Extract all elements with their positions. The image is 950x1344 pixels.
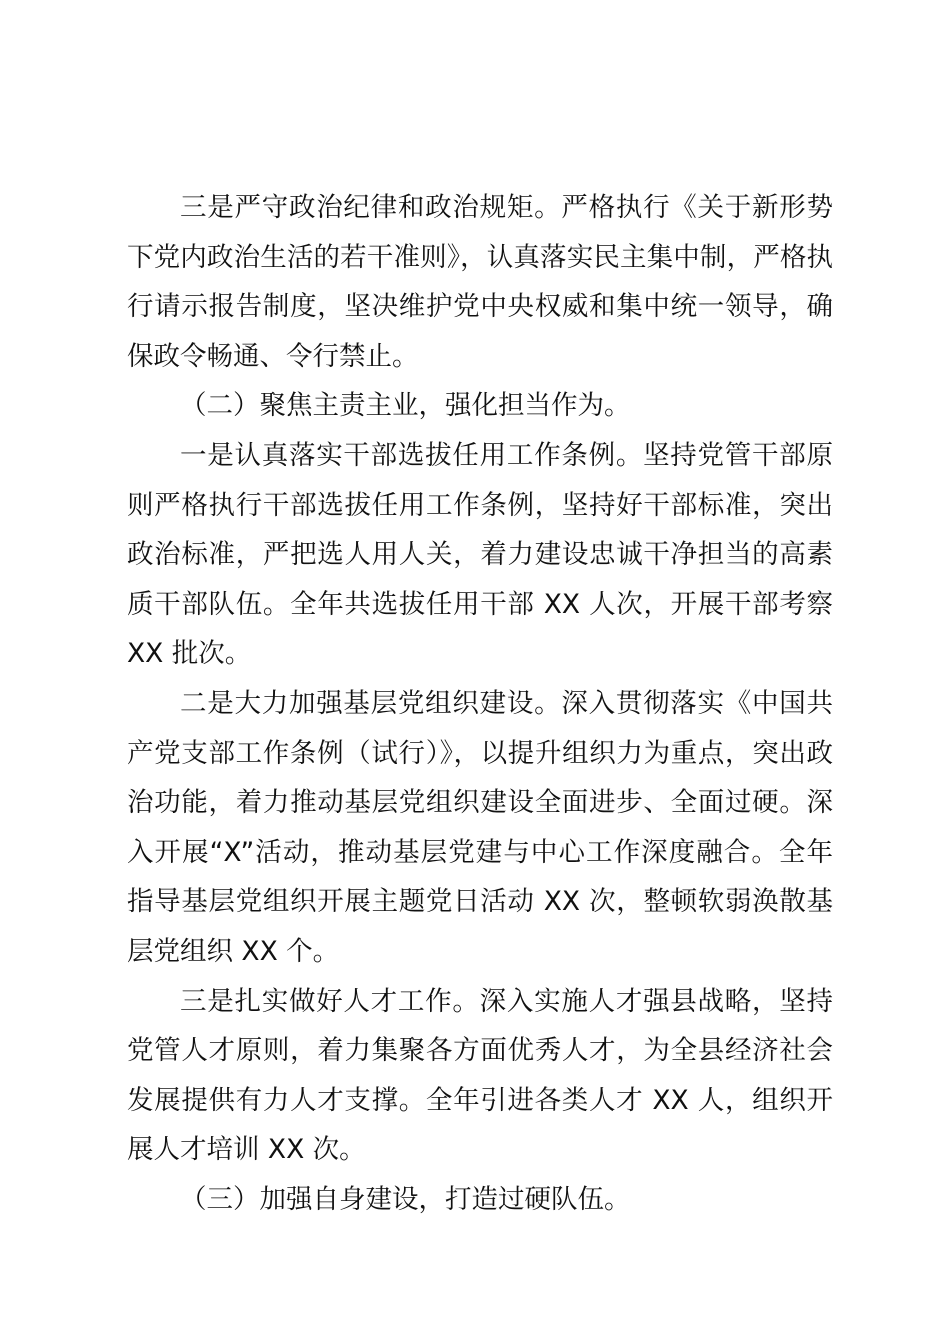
document-body	[127, 183, 833, 1224]
paragraph-grassroots-party: 二是大力加强基层党组织建设。深入贯彻落实《中国共产党支部工作条例（试行）》，以提升组织力为重点，突出政治功能，着力推动基层党组织建设全面进步、全面过硬。深入开展“X”活动，推动基层党建与中心工作深度融合。全年指导基层党组织开展主题党日活动 XX 次，整顿软弱涣散基层党组织 XX 个。	[127, 687, 833, 967]
paragraph-talent-work: 三是扎实做好人才工作。深入实施人才强县战略，坚持党管人才原则，着力集聚各方面优秀人才，为全县经济社会发展提供有力人才支撑。全年引进各类人才 XX 人，组织开展人才培训 XX 次。	[127, 985, 833, 1166]
section-heading-3: （三）加强自身建设，打造过硬队伍。	[180, 1183, 631, 1215]
section-heading-2: （二）聚焦主责主业，强化担当作为。	[180, 390, 631, 422]
paragraph-political-discipline: 三是严守政治纪律和政治规矩。严格执行《关于新形势下党内政治生活的若干准则》，认真落实民主集中制，严格执行请示报告制度，坚决维护党中央权威和集中统一领导，确保政令畅通、令行禁止。	[127, 192, 833, 372]
paragraph-cadre-selection: 一是认真落实干部选拔任用工作条例。坚持党管干部原则严格执行干部选拔任用工作条例，坚持好干部标准，突出政治标准，严把选人用人关，着力建设忠诚干净担当的高素质干部队伍。全年共选拔任用干部 XX 人次，开展干部考察 XX 批次。	[127, 439, 833, 670]
